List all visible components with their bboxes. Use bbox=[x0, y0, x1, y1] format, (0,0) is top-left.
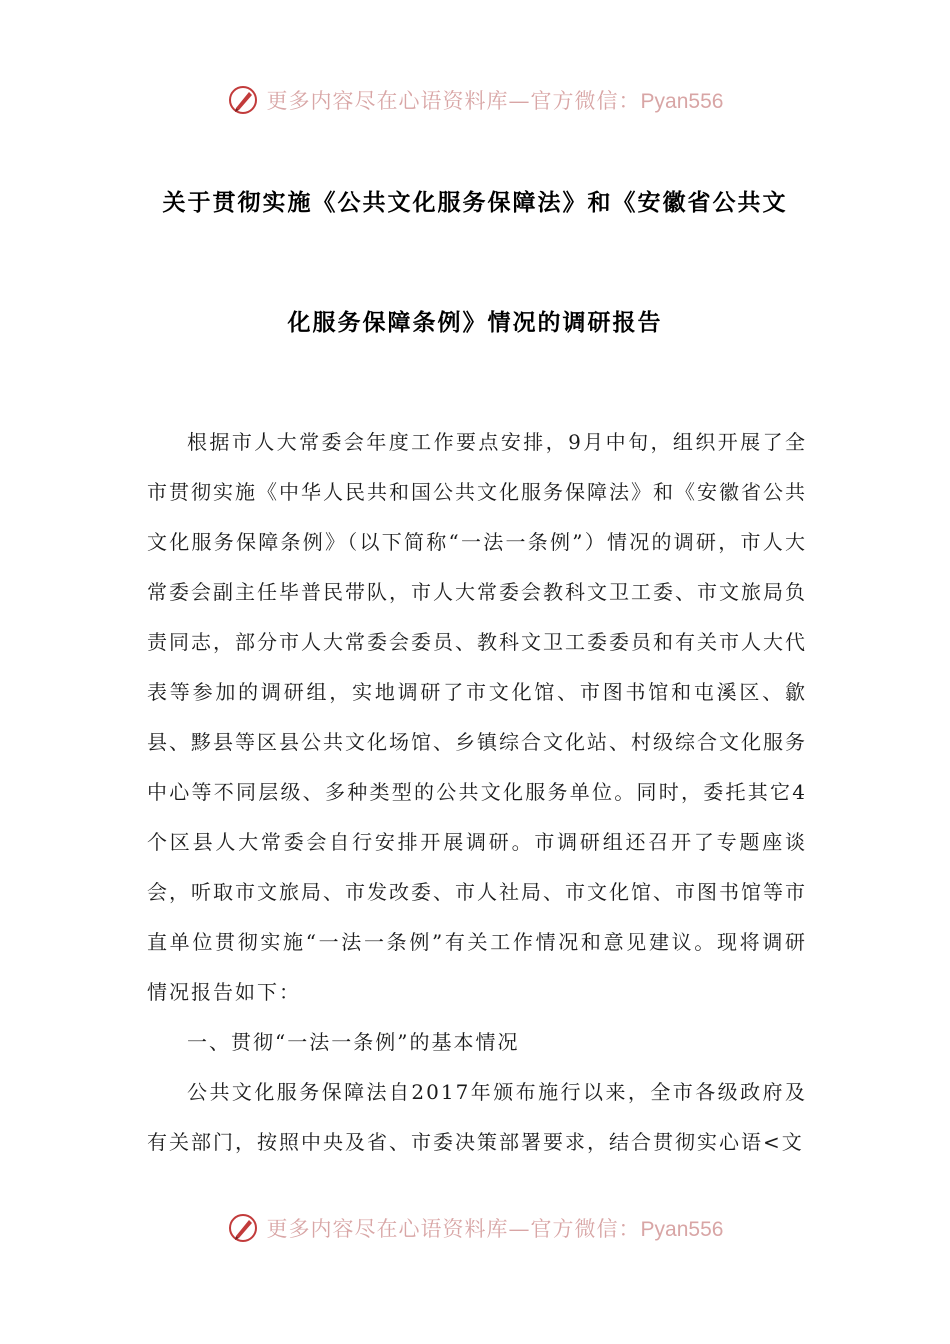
watermark-text: 更多内容尽在心语资料库—官方微信：Pyan556 bbox=[266, 89, 724, 113]
pen-logo-icon bbox=[227, 84, 259, 116]
paragraph: 公共文化服务保障法自2017年颁布施行以来，全市各级政府及有关部门，按照中央及省、市委决策部署要求，结合贯彻实心语<文 bbox=[147, 1080, 807, 1154]
watermark-text: 更多内容尽在心语资料库—官方微信：Pyan556 bbox=[266, 1217, 724, 1241]
watermark-header bbox=[0, 84, 950, 116]
pen-logo-icon bbox=[227, 1212, 259, 1244]
paragraph: 根据市人大常委会年度工作要点安排，9月中旬，组织开展了全市贯彻实施《中华人民共和国公共文化服务保障法》和《安徽省公共文化服务保障条例》（以下简称“一法一条例”）情况的调研，市人大常委会副主任毕普民带队，市人大常委会教科文卫工委、市文旅局负责同志，部分市人大常委会委员、教科文卫工委委员和有关市人大代表等参加的调研组，实地调研了市文化馆、市图书馆和屯溪区、歙县、黟县等区县公共文化场馆、乡镇综合文化站、村级综合文化服务中心等不同层级、多种类型的公共文化服务单位。同时，委托其它4个区县人大常委会自行安排开展调研。市调研组还召开了专题座谈会，听取市文旅局、市发改委、市人社局、市文化馆、市图书馆等市直单位贯彻实施“一法一条例”有关工作情况和意见建议。现将调研情况报告如下： bbox=[147, 430, 807, 1004]
watermark-footer bbox=[0, 1212, 950, 1244]
section-heading: 一、贯彻“一法一条例”的基本情况 bbox=[187, 1030, 520, 1054]
document-title-line1: 关于贯彻实施《公共文化服务保障法》和《安徽省公共文 bbox=[162, 189, 788, 216]
document-title-line2: 化服务保障条例》情况的调研报告 bbox=[287, 309, 663, 336]
document-body bbox=[147, 417, 807, 1167]
